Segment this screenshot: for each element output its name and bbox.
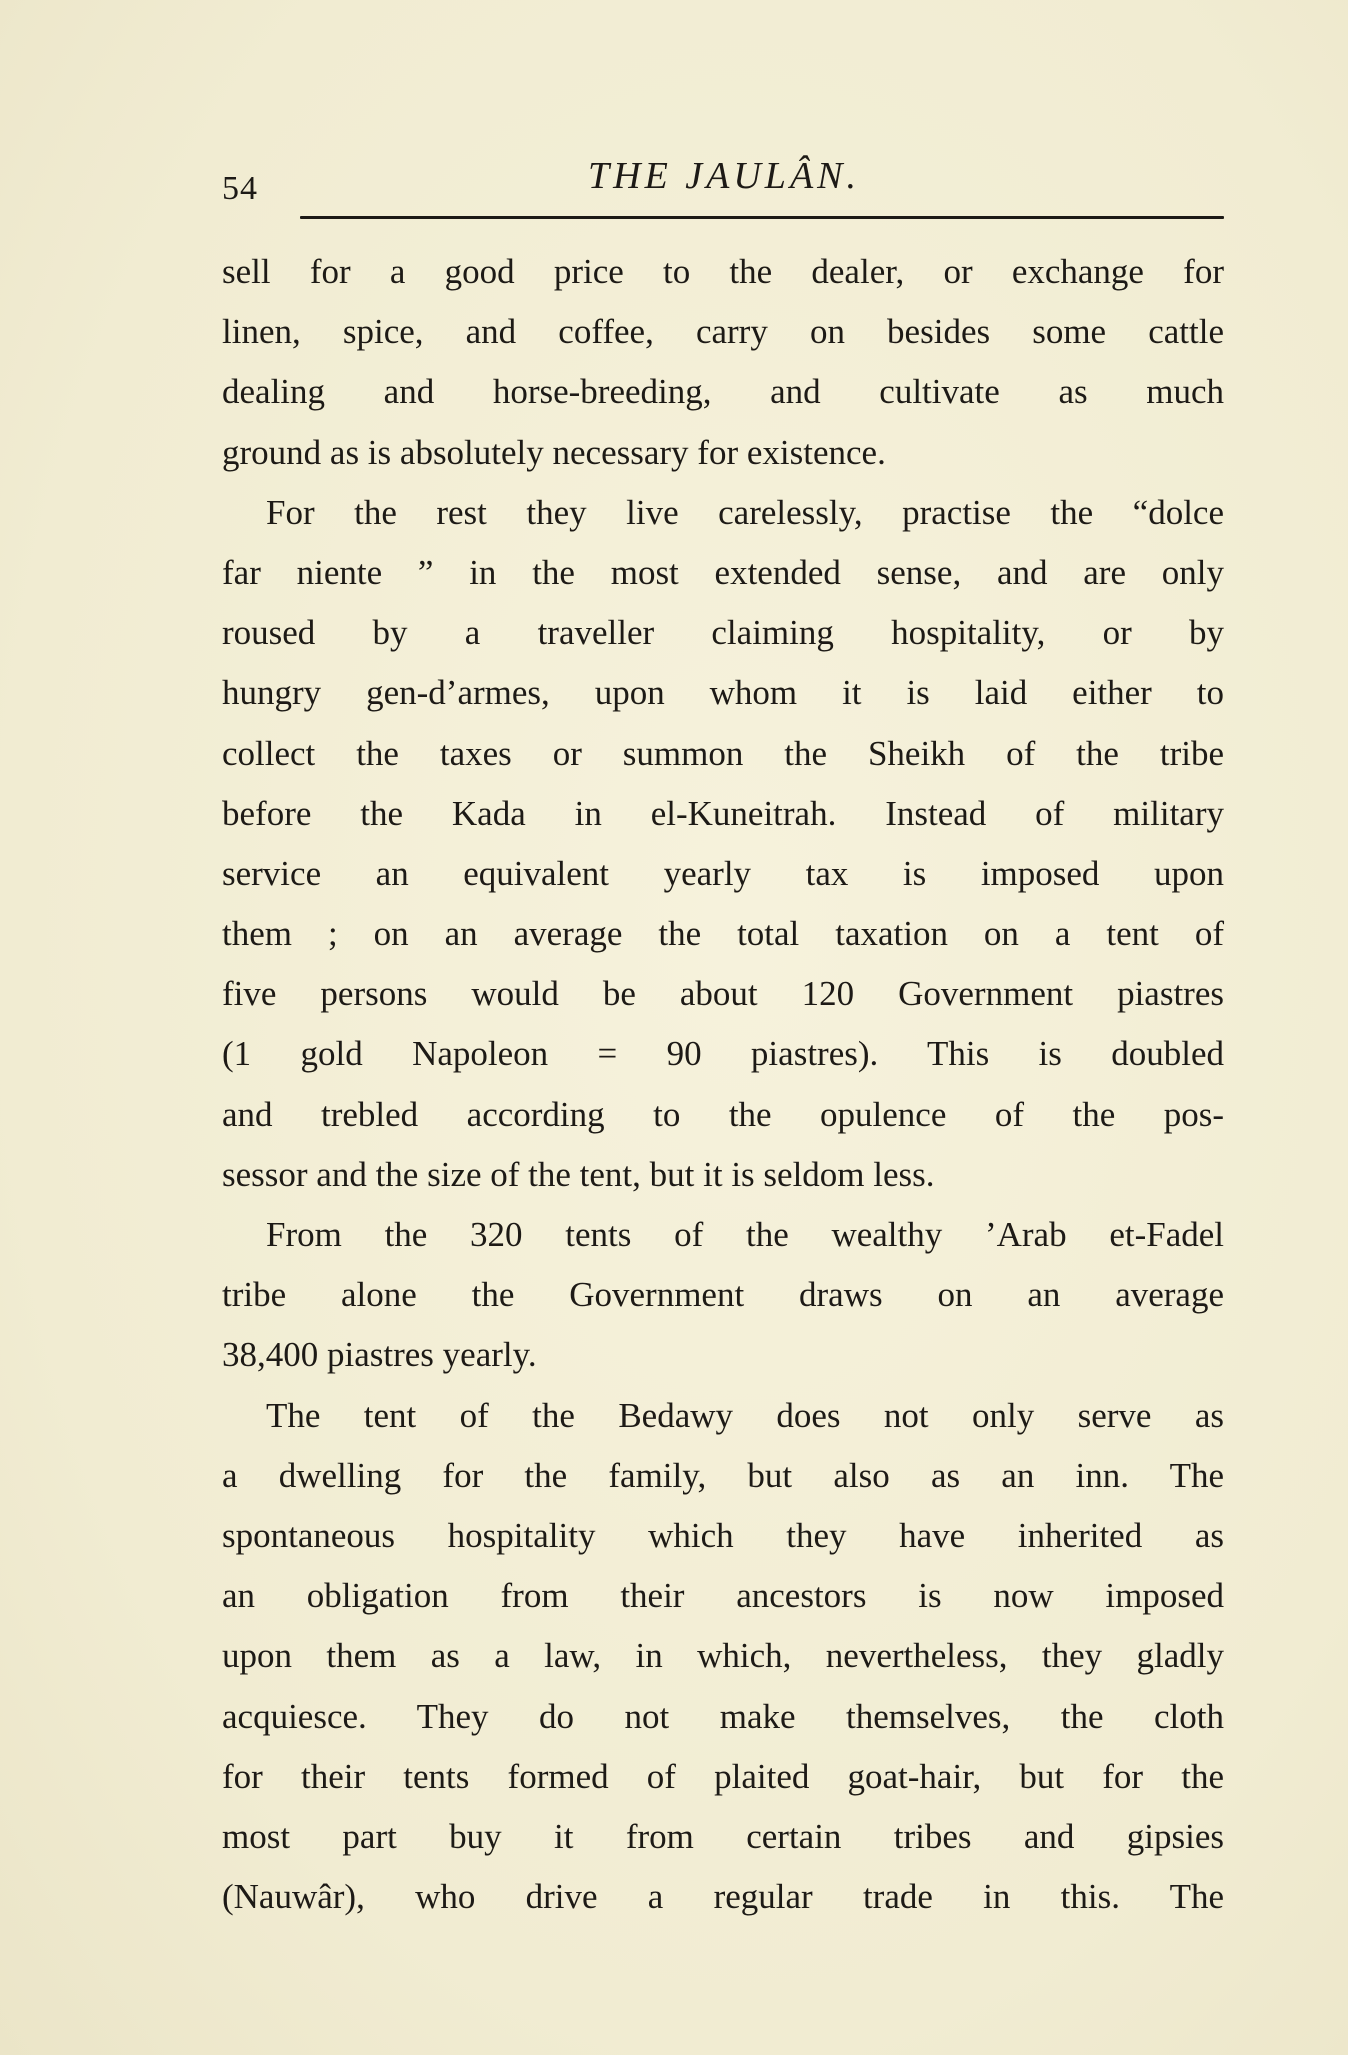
text-line: collect the taxes or summon the Sheikh of the tribe (222, 733, 1224, 773)
text-line: most part buy it from certain tribes and gipsies (222, 1816, 1224, 1856)
text-line: before the Kada in el-Kuneitrah. Instead of military (222, 793, 1224, 833)
text-line: (1 gold Napoleon = 90 piastres). This is doubled (222, 1034, 1224, 1074)
text-line: a dwelling for the family, but also as an inn. The (222, 1455, 1224, 1495)
body-text (222, 242, 1224, 1927)
text-line: tribe alone the Government draws on an average (222, 1275, 1224, 1315)
page-number: 54 (222, 170, 258, 207)
text-line: ground as is absolutely necessary for existence. (222, 432, 886, 472)
text-line: sessor and the size of the tent, but it is seldom less. (222, 1154, 935, 1194)
text-line: sell for a good price to the dealer, or exchange for (222, 252, 1224, 291)
text-line: linen, spice, and coffee, carry on besides some cattle (222, 312, 1224, 352)
text-line: service an equivalent yearly tax is imposed upon (222, 853, 1224, 893)
text-line: 38,400 piastres yearly. (222, 1335, 537, 1375)
text-line: five persons would be about 120 Government piastres (222, 974, 1224, 1014)
text-line: for their tents formed of plaited goat-hair, but for the (222, 1756, 1224, 1796)
text-line: far niente ” in the most extended sense, and are only (222, 552, 1224, 592)
text-line: The tent of the Bedawy does not only serve as (266, 1395, 1224, 1435)
text-line: For the rest they live carelessly, practise the “dolce (266, 492, 1224, 532)
page-header (222, 150, 1222, 210)
text-line: roused by a traveller claiming hospitality, or by (222, 613, 1224, 653)
text-line: upon them as a law, in which, nevertheless, they gladly (222, 1636, 1224, 1676)
text-line: and trebled according to the opulence of the pos- (222, 1094, 1224, 1134)
text-line: acquiesce. They do not make themselves, the cloth (222, 1696, 1224, 1736)
text-line: hungry gen-d’armes, upon whom it is laid either to (222, 673, 1224, 713)
text-line: them ; on an average the total taxation on a tent of (222, 914, 1224, 954)
text-line: dealing and horse-breeding, and cultivate as much (222, 372, 1224, 412)
text-line: From the 320 tents of the wealthy ’Arab et-Fadel (266, 1215, 1224, 1254)
text-line: spontaneous hospitality which they have inherited as (222, 1515, 1224, 1555)
header-rule (300, 216, 1224, 219)
text-line: an obligation from their ancestors is now imposed (222, 1576, 1224, 1616)
text-line: (Nauwâr), who drive a regular trade in this. The (222, 1877, 1224, 1917)
running-title: THE JAULÂN. (588, 155, 860, 197)
